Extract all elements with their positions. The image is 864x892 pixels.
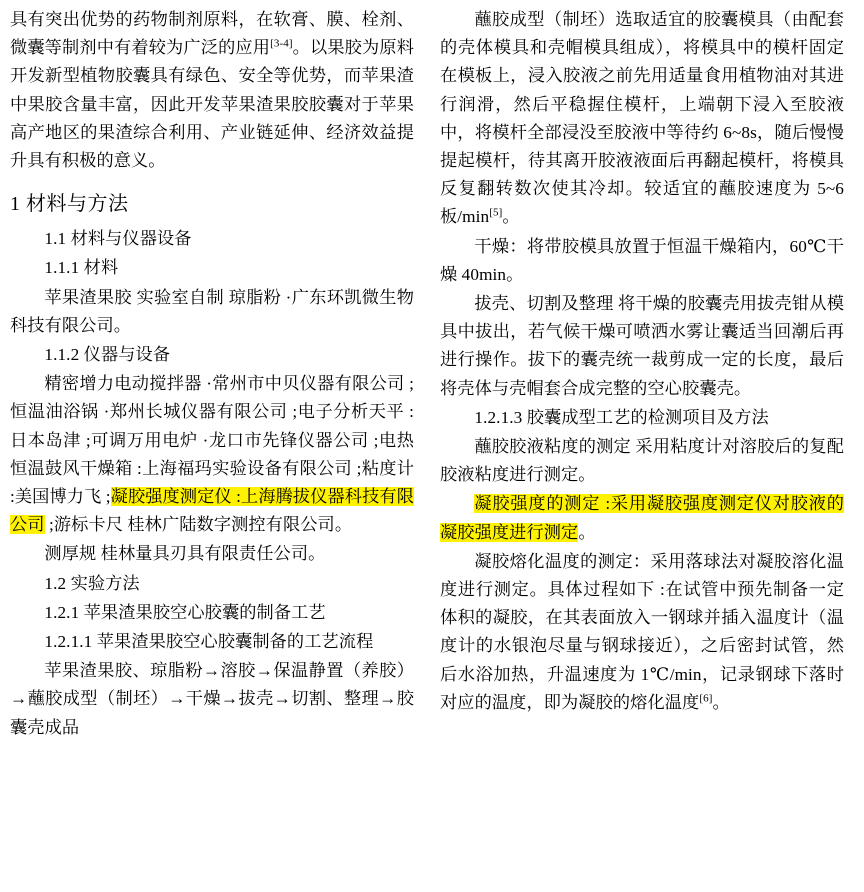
equipment-text-part1: 精密增力电动搅拌器 ·常州市中贝仪器有限公司 ;恒温油浴锅 ·郑州长城仪器有限公司 ;电子分析天平 :日本岛津 ;可调万用电炉 ·龙口市先锋仪器公司 ;电热恒温鼓风干燥箱 :上海福玛实验设备有限公司 ;粘度计 :美国博力飞 ; [10, 374, 414, 507]
subsection-1-2: 1.2 实验方法 [44, 573, 140, 593]
right-column [440, 6, 844, 892]
paragraph-continuation [10, 6, 414, 175]
gel-strength-end: 。 [578, 522, 596, 542]
equipment-paragraph-2: 测厚规 桂林量具刃具有限责任公司。 [44, 544, 326, 564]
highlighted-equipment-gel-strength-tester: 凝胶强度测定仪 :上海腾拔仪器科技有限公司 [10, 487, 414, 535]
gel-melting-temperature-paragraph [440, 548, 844, 717]
reference-marker-3-4: [3-4] [270, 37, 293, 50]
paragraph-continuation-rest: 。以果胶为原料开发新型植物胶囊具有绿色、安全等优势，而苹果渣中果胶含量丰富，因此开发苹果渣果胶胶囊对于苹果高产地区的果渣综合利用、产业链延伸、经济效益提升具有积极的意义。 [10, 38, 414, 171]
dipping-molding-end: 。 [502, 207, 520, 227]
equipment-paragraph [10, 370, 414, 539]
stripping-cutting-paragraph: 拔壳、切割及整理 将干燥的胶囊壳用拔壳钳从模具中拔出，若气候干燥可喷洒水雾让囊适当回潮后再进行操作。拔下的囊壳统一裁剪成一定的长度，最后将壳体与壳帽套合成完整的空心胶囊壳。 [440, 294, 844, 398]
reference-marker-5: [5] [489, 206, 503, 219]
viscosity-measurement-paragraph: 蘸胶胶液粘度的测定 采用粘度计对溶胶后的复配胶液粘度进行测定。 [440, 437, 844, 485]
subsection-1-2-1: 1.2.1 苹果渣果胶空心胶囊的制备工艺 [44, 602, 326, 622]
equipment-text-part2: ;游标卡尺 桂林广陆数字测控有限公司。 [44, 515, 353, 535]
paragraph-continuation-text: 具有突出优势的药物制剂原料，在软膏、膜、栓剂、微囊等制剂中有着较为广泛的应用 [10, 10, 414, 58]
section-heading-1: 1 材料与方法 [10, 193, 129, 216]
drying-paragraph: 干燥：将带胶模具放置于恒温干燥箱内，60℃干燥 40min。 [440, 236, 844, 284]
materials-paragraph: 苹果渣果胶 实验室自制 琼脂粉 ·广东环凯微生物科技有限公司。 [10, 287, 414, 335]
highlighted-gel-strength-method: 凝胶强度的测定 :采用凝胶强度测定仪对胶液的凝胶强度进行测定 [440, 494, 844, 542]
gel-melting-end: 。 [712, 692, 730, 712]
dipping-molding-text: 蘸胶成型（制坯）选取适宜的胶囊模具（由配套的壳体模具和壳帽模具组成），将模具中的模杆固定在模板上，浸入胶液之前先用适量食用植物油对其进行润滑，然后平稳握住模杆，上端朝下浸入至胶液中，将模杆全部浸没至胶液中等待约 6~8s，随后慢慢提起模杆，待其离开胶液液面后再翻起模杆，将模具反复翻转数次使其冷却。较适宜的蘸胶速度为 5~6 板/min [440, 10, 844, 227]
dipping-molding-paragraph [440, 6, 844, 232]
subsection-1-1-1: 1.1.1 材料 [44, 258, 119, 278]
process-flow-paragraph: 苹果渣果胶、琼脂粉→溶胶→保温静置（养胶）→蘸胶成型（制坯）→干燥→拔壳→切割、整理→胶囊壳成品 [10, 661, 414, 737]
gel-melting-text: 凝胶熔化温度的测定：采用落球法对凝胶溶化温度进行测定。具体过程如下 :在试管中预先制备一定体积的凝胶，在其表面放入一钢球并插入温度计（温度计的水银泡尽量与钢球接近），之后密封试管，然后水浴加热，升温速度为 1℃/min，记录钢球下落时对应的温度，即为凝胶的熔化温度 [440, 551, 844, 712]
reference-marker-6: [6] [699, 692, 713, 705]
subsection-1-2-1-1: 1.2.1.1 苹果渣果胶空心胶囊制备的工艺流程 [44, 632, 374, 652]
subsection-1-1-2: 1.1.2 仪器与设备 [44, 345, 171, 365]
gel-strength-measurement-paragraph [440, 490, 844, 546]
left-column [10, 6, 414, 892]
subsection-1-1: 1.1 材料与仪器设备 [44, 229, 192, 249]
subsection-1-2-1-3: 1.2.1.3 胶囊成型工艺的检测项目及方法 [474, 407, 769, 427]
